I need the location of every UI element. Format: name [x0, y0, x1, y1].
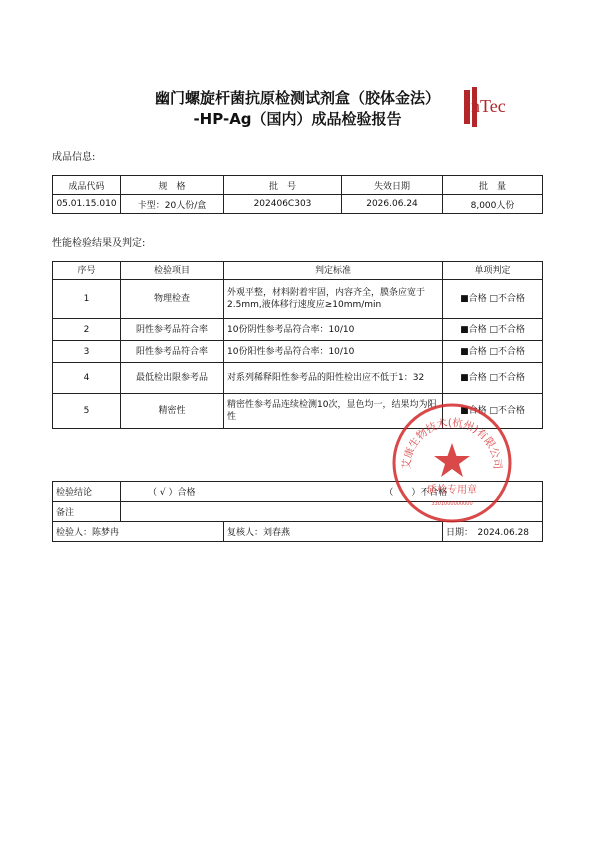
- expiry-value: 2026.06.24: [342, 195, 443, 214]
- row-item: 阴性参考品符合率: [121, 319, 224, 341]
- table-row: [53, 363, 543, 394]
- table-header-row: [53, 262, 543, 280]
- spec-value: 卡型：20人份/盒: [121, 195, 224, 214]
- conclusion-fail: （ ）不合格: [384, 488, 448, 498]
- row-standard: 对系列稀释阳性参考品的阳性检出应不低于1：32: [224, 363, 443, 394]
- svg-text:nTec: nTec: [471, 96, 506, 116]
- svg-text:3301000000000: 3301000000000: [431, 501, 473, 507]
- table-row: [53, 195, 543, 214]
- row-no: 5: [53, 394, 121, 429]
- header-judgement: 单项判定: [443, 262, 543, 280]
- row-judgement: ■合格 □不合格: [443, 363, 543, 394]
- row-standard: 外观平整，材料附着牢固，内容齐全，膜条应宽于2.5mm,液体移行速度应≥10mm/min: [224, 280, 443, 319]
- inspection-date: 日期： 2024.06.28: [443, 522, 543, 542]
- row-judgement: ■合格 □不合格: [443, 319, 543, 341]
- table-row: [53, 341, 543, 363]
- header-batch-no: 批 号: [224, 176, 342, 195]
- header-standard: 判定标准: [224, 262, 443, 280]
- table-row: [53, 319, 543, 341]
- header-quantity: 批 量: [443, 176, 543, 195]
- header-spec: 规 格: [121, 176, 224, 195]
- conclusion-pass: （ √ ）合格: [148, 488, 196, 498]
- row-no: 1: [53, 280, 121, 319]
- product-code-value: 05.01.15.010: [53, 195, 121, 214]
- svg-text:质检专用章: 质检专用章: [427, 485, 477, 496]
- row-judgement: ■合格 □不合格: [443, 280, 543, 319]
- header-no: 序号: [53, 262, 121, 280]
- table-row: [53, 280, 543, 319]
- remark-label: 备注: [53, 502, 121, 522]
- row-standard: 10份阴性参考品符合率：10/10: [224, 319, 443, 341]
- quality-inspection-seal: [390, 401, 514, 525]
- row-item: 精密性: [121, 394, 224, 429]
- product-info-table: [52, 175, 543, 214]
- conclusion-label: 检验结论: [53, 482, 121, 502]
- row-standard: 精密性参考品连续检测10次，显色均一，结果均为阳性: [224, 394, 443, 429]
- intec-logo: [463, 84, 507, 130]
- header-expiry: 失效日期: [342, 176, 443, 195]
- row-item: 物理检查: [121, 280, 224, 319]
- row-no: 4: [53, 363, 121, 394]
- reviewer: 复核人：刘春燕: [224, 522, 443, 542]
- row-standard: 10份阳性参考品符合率：10/10: [224, 341, 443, 363]
- row-no: 3: [53, 341, 121, 363]
- product-info-label: 成品信息:: [52, 152, 96, 163]
- svg-text:艾康生物技术(杭州)有限公司: 艾康生物技术(杭州)有限公司: [400, 416, 504, 470]
- batch-no-value: 202406C303: [224, 195, 342, 214]
- row-no: 2: [53, 319, 121, 341]
- quantity-value: 8,000人份: [443, 195, 543, 214]
- table-header-row: [53, 176, 543, 195]
- row-item: 最低检出限参考品: [121, 363, 224, 394]
- report-title-line1: 幽门螺旋杆菌抗原检测试剂盒（胶体金法）: [154, 89, 440, 107]
- row-judgement: ■合格 □不合格: [443, 341, 543, 363]
- report-title-line2: -HP-Ag（国内）成品检验报告: [193, 110, 402, 128]
- row-judgement: ■合格 □不合格: [443, 394, 543, 429]
- inspector: 检验人：陈梦冉: [53, 522, 224, 542]
- performance-label: 性能检验结果及判定:: [52, 238, 146, 249]
- header-item: 检验项目: [121, 262, 224, 280]
- header-product-code: 成品代码: [53, 176, 121, 195]
- row-item: 阳性参考品符合率: [121, 341, 224, 363]
